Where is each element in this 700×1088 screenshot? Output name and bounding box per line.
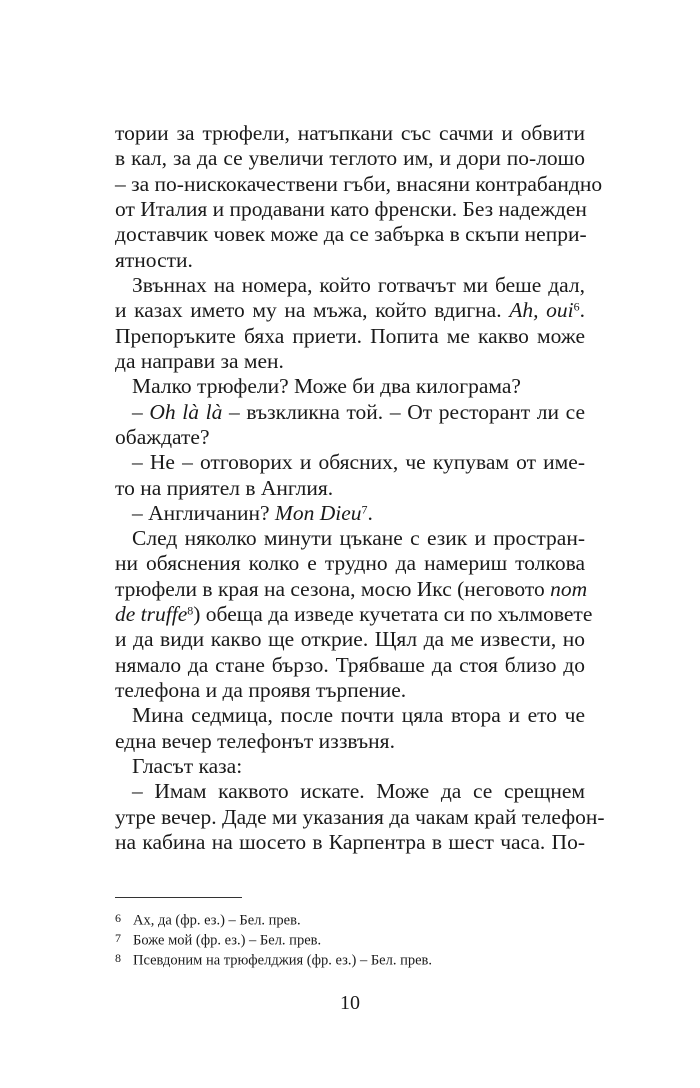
footnote-number: 7 xyxy=(115,931,121,945)
text-segment: – Англичанин? xyxy=(132,501,270,525)
text-line: телефона и да проявя търпение. xyxy=(115,678,407,702)
text-line: Малко трюфели? Може би два килограма? xyxy=(132,374,521,398)
text-line: нямало да стане бързо. Трябваше да стоя близо до xyxy=(115,653,585,677)
text-line xyxy=(115,500,585,527)
text-line xyxy=(115,297,585,324)
text-line: от Италия и продавани като френски. Без надежден xyxy=(115,197,587,221)
footnote-ref: 6 xyxy=(573,299,580,314)
punctuation: . xyxy=(579,298,585,322)
text-line: утре вечер. Даде ми указания да чакам край телефон- xyxy=(115,805,605,829)
text-line: и да види какво ще открие. Щял да ме извести, но xyxy=(115,627,585,651)
footnote-text: Псевдоним на трюфелджия (фр. ез.) – Бел. прев. xyxy=(133,952,432,969)
text-line: една вечер телефонът иззвъня. xyxy=(115,729,395,753)
text-line: Препоръките бяха приети. Попита ме какво може xyxy=(115,324,585,348)
text-segment: ) обеща да изведе кучетата си по хълмовете xyxy=(193,602,593,626)
punctuation: . xyxy=(367,501,373,525)
text-line: Звъннах на номера, който готвачът ми беше дал, xyxy=(132,273,585,297)
foreign-phrase: nom xyxy=(550,577,588,601)
text-line xyxy=(115,601,593,628)
footnote-text: Ах, да (фр. ез.) – Бел. прев. xyxy=(133,912,301,929)
foreign-phrase: Ah, oui xyxy=(509,298,574,322)
text-line xyxy=(115,399,585,426)
footnote-ref: 7 xyxy=(361,502,368,517)
text-line: ни обяснения колко е трудно да намериш толкова xyxy=(115,551,585,575)
text-line xyxy=(115,576,588,603)
footnote xyxy=(115,948,432,970)
text-line: – за по-нискокачествени гъби, внасяни контрабандно xyxy=(115,172,603,196)
foreign-phrase: Oh là là xyxy=(149,400,223,424)
footnote-number: 6 xyxy=(115,911,121,925)
foreign-phrase: de truffe xyxy=(115,602,188,626)
text-line: на кабина на шосето в Карпентра в шест часа. По- xyxy=(115,830,585,854)
text-line: в кал, за да се увеличи теглото им, и дори по-лошо xyxy=(115,146,585,170)
text-line: да направи за мен. xyxy=(115,349,284,373)
footnote-divider xyxy=(115,897,242,898)
footnote-ref: 8 xyxy=(187,603,194,618)
text-line: – Не – отговорих и обясних, че купувам от име- xyxy=(132,450,585,474)
text-line: то на приятел в Англия. xyxy=(115,476,334,500)
text-segment: и казах името му на мъжа, който вдигна. xyxy=(115,298,502,322)
text-line: – Имам каквото искате. Може да се срещнем xyxy=(132,779,585,803)
text-line: доставчик човек може да се забърка в скъпи непри- xyxy=(115,222,587,246)
footnote-number: 8 xyxy=(115,951,121,965)
text-line: Гласът каза: xyxy=(132,754,243,778)
dash: – xyxy=(132,400,143,424)
text-segment: трюфели в края на сезона, мосю Икс (неговото xyxy=(115,577,545,601)
text-line: тории за трюфели, натъпкани със сачми и обвити xyxy=(115,121,585,145)
text-line: След няколко минути цъкане с език и простран- xyxy=(132,526,585,550)
page-number: 10 xyxy=(340,992,360,1014)
text-line: ятности. xyxy=(115,248,193,272)
footnote-text: Боже мой (фр. ез.) – Бел. прев. xyxy=(133,932,322,949)
text-segment: – възкликна той. – От ресторант ли се xyxy=(229,400,586,424)
text-line: обаждате? xyxy=(115,425,210,449)
text-line: Мина седмица, после почти цяла втора и ето че xyxy=(132,703,585,727)
foreign-phrase: Mon Dieu xyxy=(274,501,362,525)
